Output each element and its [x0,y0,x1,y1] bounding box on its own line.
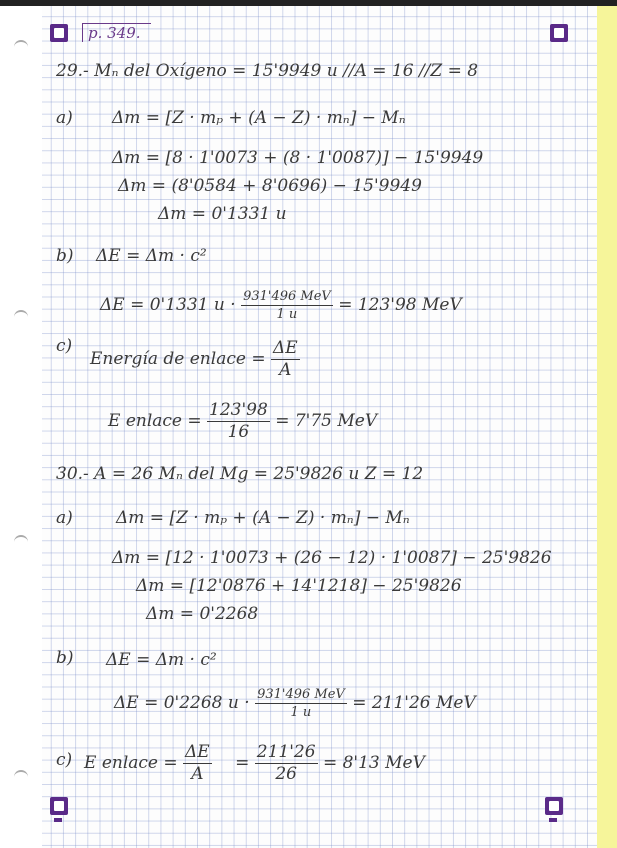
fraction-denominator: 1 u [290,705,312,720]
part-b-label: b) [56,246,74,266]
equals-sign: = [235,753,250,773]
punch-hole-icon [14,40,28,50]
fraction-numerator: 123'98 [209,400,268,420]
part-a-label: a) [56,108,73,128]
binding-energy-computation [84,744,425,783]
mass-defect-substitution: Δm = [12 · 1'0073 + (26 − 12) · 1'0087] − 25'9826 [112,548,552,568]
punch-hole-icon [14,535,28,545]
part-b-label: b) [56,648,74,668]
fraction-denominator: 1 u [276,307,298,322]
fraction-numerator: 931'496 MeV [257,687,345,702]
fraction-numerator: ΔE [185,742,210,762]
energy-computation-left: ΔE = 0'1331 u · [100,295,236,315]
page-label: p. 349. [88,24,141,42]
fraction-denominator: A [279,360,292,380]
fraction-numerator: 211'26 [256,742,316,762]
part-c-label: c) [56,336,73,356]
corner-mark-icon [50,797,68,815]
binding-energy-value-fraction [207,402,270,441]
left-margin [0,0,42,848]
fraction-numerator: ΔE [272,338,298,358]
conversion-fraction [255,688,347,719]
mass-defect-substitution: Δm = [8 · 1'0073 + (8 · 1'0087)] − 15'9949 [112,148,484,168]
corner-mark-icon [50,24,68,42]
mass-defect-sum: Δm = (8'0584 + 8'0696) − 15'9949 [118,176,422,196]
mass-defect-result: Δm = 0'1331 u [158,204,287,224]
tick-mark-icon [549,818,557,822]
binding-energy-left: E enlace = [84,753,178,773]
energy-computation-result: = 211'26 MeV [352,693,476,713]
problem-29-header: 29.- Mₙ del Oxígeno = 15'9949 u //A = 16 //Z = 8 [56,61,479,81]
fraction-numerator: 931'496 MeV [243,289,331,304]
mass-defect-formula: Δm = [Z · mₚ + (A − Z) · mₙ] − Mₙ [116,508,410,528]
right-edge-strip [597,0,617,848]
energy-formula: ΔE = Δm · c² [106,650,217,670]
binding-energy-computation [108,402,377,441]
problem-30-header: 30.- A = 26 Mₙ del Mg = 25'9826 u Z = 12 [56,464,424,484]
fraction-denominator: 16 [227,422,250,442]
tick-mark-icon [54,818,62,822]
energy-computation-result: = 123'98 MeV [338,295,462,315]
corner-mark-icon [550,24,568,42]
binding-energy-value-fraction [255,744,318,783]
corner-mark-icon [545,797,563,815]
binding-energy-result: = 8'13 MeV [322,753,425,773]
energy-computation-left: ΔE = 0'2268 u · [114,693,250,713]
binding-energy-fraction [183,744,212,783]
energy-computation [114,688,476,719]
part-c-label: c) [56,750,73,770]
conversion-fraction [241,290,333,321]
fraction-denominator: 26 [275,764,297,784]
energy-computation [100,290,462,321]
punch-hole-icon [14,310,28,320]
binding-energy-left: E enlace = [108,411,202,431]
mass-defect-result: Δm = 0'2268 [146,604,259,624]
binding-energy-definition [90,340,300,379]
binding-energy-text: Energía de enlace = [90,349,266,369]
top-edge [0,0,617,6]
energy-formula: ΔE = Δm · c² [96,246,207,266]
part-a-label: a) [56,508,73,528]
binding-energy-result: = 7'75 MeV [275,411,378,431]
binding-energy-fraction [271,340,300,379]
mass-defect-formula: Δm = [Z · mₚ + (A − Z) · mₙ] − Mₙ [112,108,406,128]
mass-defect-sum: Δm = [12'0876 + 14'1218] − 25'9826 [136,576,462,596]
fraction-denominator: A [191,764,204,784]
punch-hole-icon [14,770,28,780]
